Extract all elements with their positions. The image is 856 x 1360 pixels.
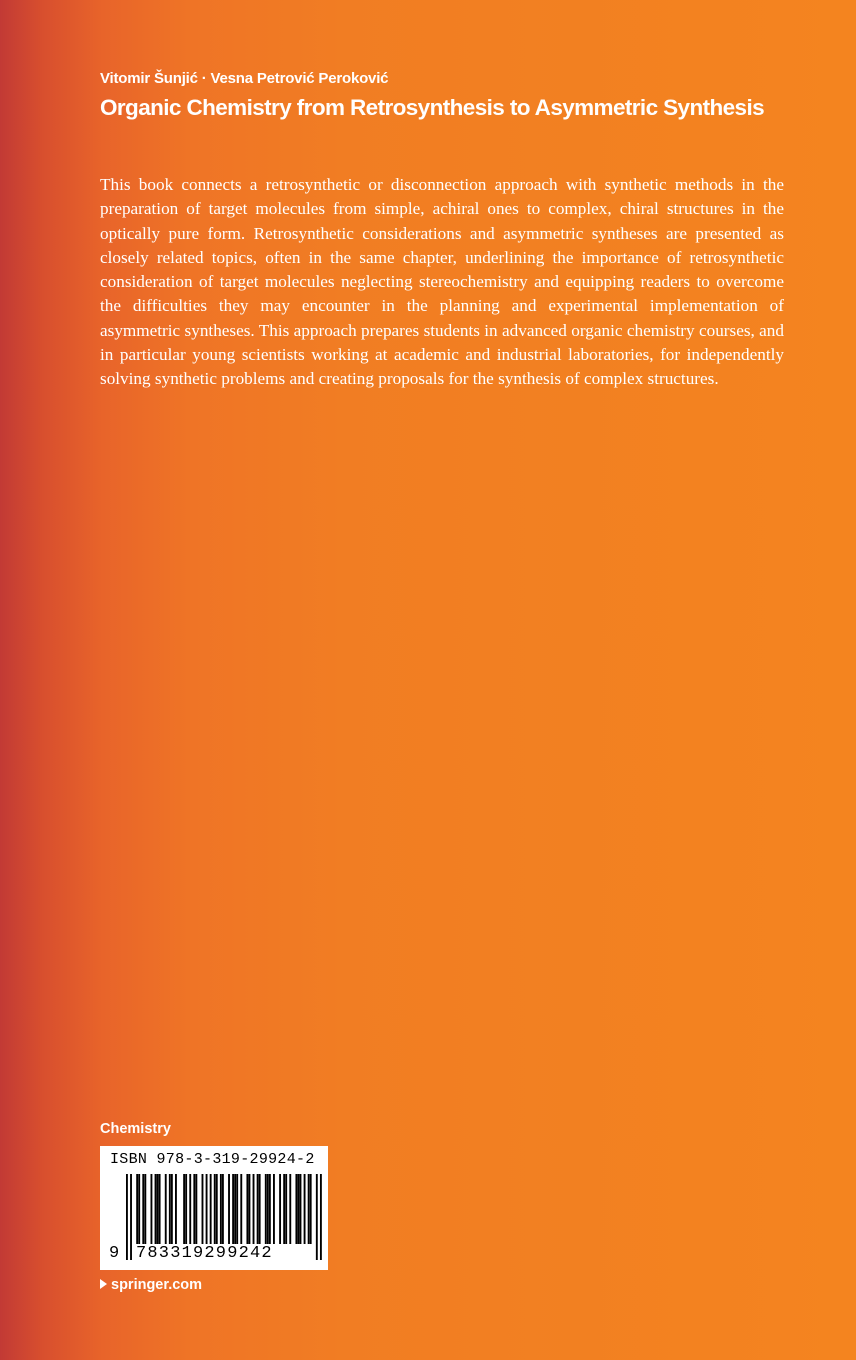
barcode-bar	[193, 1174, 195, 1244]
barcode-bar	[228, 1174, 230, 1244]
barcode-bar	[159, 1174, 161, 1244]
barcode-bar	[155, 1174, 157, 1244]
barcode-bar	[269, 1174, 271, 1244]
isbn-barcode	[100, 1146, 328, 1270]
barcode-bar	[300, 1174, 302, 1244]
barcode-bar	[183, 1174, 185, 1244]
barcode-bar	[136, 1174, 138, 1244]
barcode-bar	[169, 1174, 171, 1244]
barcode-bar	[283, 1174, 285, 1244]
barcode-bar	[157, 1174, 159, 1244]
barcode-bar	[214, 1174, 216, 1244]
barcode-bar	[151, 1174, 153, 1244]
subject-category: Chemistry	[100, 1121, 171, 1137]
website-label: springer.com	[111, 1277, 203, 1293]
barcode-bar	[234, 1174, 236, 1244]
barcode-bar	[295, 1174, 297, 1244]
publisher-website[interactable]	[100, 1277, 202, 1293]
barcode-bar	[308, 1174, 310, 1244]
barcode-bar	[138, 1174, 140, 1244]
barcode-bar	[240, 1174, 242, 1244]
barcode-bar	[202, 1174, 204, 1244]
barcode-bar	[285, 1174, 287, 1244]
barcode-bar	[232, 1174, 234, 1244]
barcode-bar	[195, 1174, 197, 1244]
barcode-first-digit: 9	[109, 1244, 120, 1263]
barcode-bar	[257, 1174, 259, 1244]
barcode-bar	[189, 1174, 191, 1244]
barcode-bar	[171, 1174, 173, 1244]
barcode-bar	[144, 1174, 146, 1244]
isbn-label: ISBN 978-3-319-29924-2	[110, 1151, 315, 1168]
barcode-digits	[100, 1244, 328, 1268]
barcode-bar	[298, 1174, 300, 1244]
barcode-bar	[185, 1174, 187, 1244]
barcode-bar	[310, 1174, 312, 1244]
book-title: Organic Chemistry from Retrosynthesis to Asymmetric Synthesis	[100, 95, 765, 120]
barcode-bar	[206, 1174, 208, 1244]
barcode-bar	[289, 1174, 291, 1244]
barcode-bar	[279, 1174, 281, 1244]
barcode-bar	[175, 1174, 177, 1244]
barcode-bar	[165, 1174, 167, 1244]
barcode-bar	[246, 1174, 248, 1244]
barcode-bar	[142, 1174, 144, 1244]
barcode-bar	[273, 1174, 275, 1244]
book-description: This book connects a retrosynthetic or disconnection approach with synthetic methods in the preparation of target molecules from simple, achiral ones to complex, chiral structures in the optically pure form. Retrosynthetic considerations and asymmetric syntheses are presented as closely related topics, often in the same chapter, underlining the importance of retrosynthetic consideration of target molecules neglecting stereochemistry and equipping readers to overcome the difficulties they may encounter in the planning and experimental implementation of asymmetric syntheses. This approach prepares students in advanced organic chemistry courses, and in particular young scientists working at academic and industrial laboratories, for independently solving synthetic problems and creating proposals for the synthesis of complex structures.	[100, 175, 784, 389]
arrow-right-icon	[100, 1279, 107, 1289]
barcode-number: 783319299242	[136, 1244, 273, 1263]
barcode-bar	[259, 1174, 261, 1244]
barcode-bar	[267, 1174, 269, 1244]
barcode-bar	[304, 1174, 306, 1244]
barcode-bar	[236, 1174, 238, 1244]
authors: Vitomir Šunjić · Vesna Petrović Peroković	[100, 70, 389, 87]
barcode-bar	[249, 1174, 251, 1244]
barcode-bar	[265, 1174, 267, 1244]
barcode-bar	[210, 1174, 212, 1244]
barcode-bar	[253, 1174, 255, 1244]
barcode-bar	[216, 1174, 218, 1244]
